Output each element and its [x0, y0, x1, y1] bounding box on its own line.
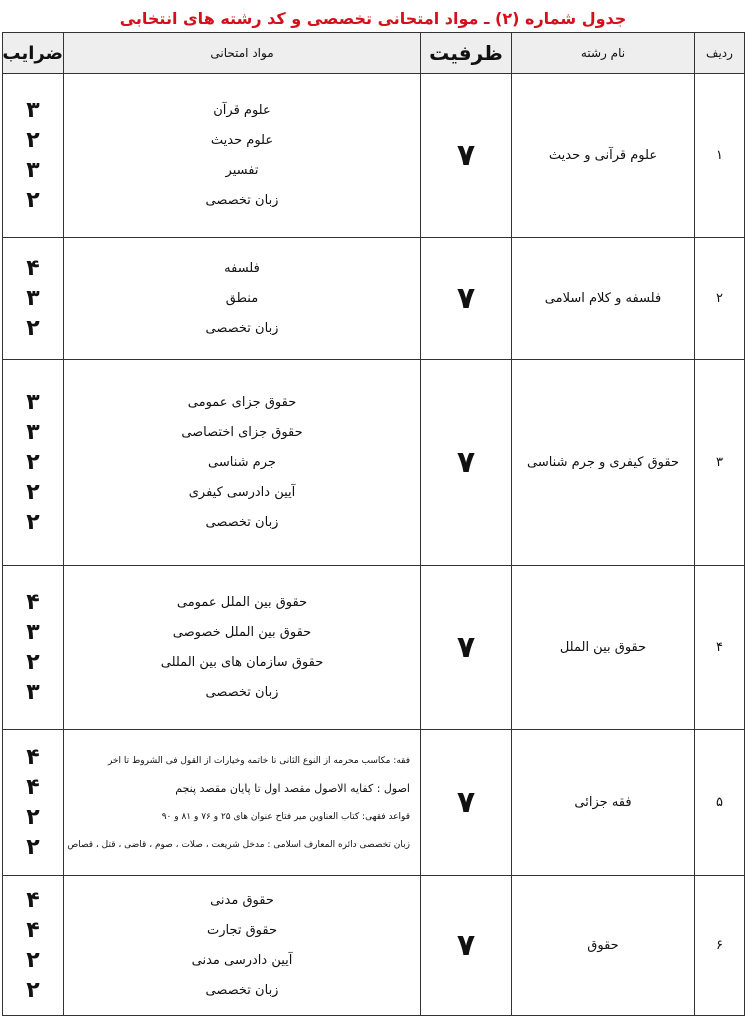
header-capacity: ظرفیت: [421, 33, 512, 74]
coefficient-item: ۳: [26, 157, 40, 183]
header-subjects: مواد امتحانی: [64, 33, 421, 74]
subject-item: تفسیر: [225, 162, 259, 178]
coefficient-item: ۴: [26, 887, 40, 913]
row-number: ۴: [695, 566, 745, 730]
coefficient-item: ۳: [26, 419, 40, 445]
subject-item: آیین دادرسی کیفری: [188, 484, 296, 500]
coefficient-item: ۲: [26, 479, 40, 505]
subject-list: [64, 566, 421, 730]
subject-item: منطق: [225, 290, 259, 306]
coefficient-item: ۳: [26, 389, 40, 415]
coefficient-item: ۲: [26, 509, 40, 535]
capacity-value: ۷: [421, 730, 512, 876]
field-name: فقه جزائی: [512, 730, 695, 876]
coefficient-item: ۳: [26, 97, 40, 123]
subject-item: زبان تخصصی: [205, 514, 279, 530]
table-row: [3, 730, 745, 876]
field-name: حقوق: [512, 876, 695, 1016]
coefficient-list: [3, 566, 64, 730]
table-row: [3, 876, 745, 1016]
table-row: [3, 566, 745, 730]
coefficient-list: [3, 238, 64, 360]
capacity-value: ۷: [421, 74, 512, 238]
subject-item: حقوق تجارت: [206, 922, 278, 938]
table-row: [3, 360, 745, 566]
subject-item: اصول : کفایه الاصول مقصد اول تا پایان مقصد پنجم: [175, 781, 410, 795]
row-number: ۳: [695, 360, 745, 566]
header-radif: ردیف: [695, 33, 745, 74]
capacity-value: ۷: [421, 360, 512, 566]
coefficient-item: ۲: [26, 834, 40, 860]
subject-item: حقوق بین الملل خصوصی: [172, 624, 312, 640]
subject-item: زبان تخصصی: [205, 684, 279, 700]
row-number: ۱: [695, 74, 745, 238]
coefficient-item: ۲: [26, 315, 40, 341]
subject-item: حقوق سازمان های بین المللی: [160, 654, 324, 670]
coefficient-item: ۳: [26, 679, 40, 705]
coefficient-item: ۲: [26, 947, 40, 973]
coefficient-list: [3, 876, 64, 1016]
capacity-value: ۷: [421, 566, 512, 730]
subject-item: حقوق بین الملل عمومی: [176, 594, 308, 610]
subject-item: علوم قرآن: [213, 102, 271, 118]
field-name: حقوق کیفری و جرم شناسی: [512, 360, 695, 566]
coefficient-item: ۴: [26, 255, 40, 281]
subject-item: حقوق مدنی: [210, 892, 274, 908]
capacity-value: ۷: [421, 238, 512, 360]
subject-item: آیین دادرسی مدنی: [191, 952, 293, 968]
coefficient-list: [3, 74, 64, 238]
table-row: [3, 238, 745, 360]
coefficient-item: ۴: [26, 589, 40, 615]
table-row: [3, 74, 745, 238]
subject-list: [64, 360, 421, 566]
subject-item: زبان تخصصی: [205, 320, 279, 336]
subject-list: [64, 876, 421, 1016]
coefficient-item: ۳: [26, 619, 40, 645]
coefficient-list: [3, 730, 64, 876]
field-name: علوم قرآنی و حدیث: [512, 74, 695, 238]
coefficient-item: ۲: [26, 187, 40, 213]
coefficient-item: ۳: [26, 285, 40, 311]
coefficient-list: [3, 360, 64, 566]
subject-item: زبان تخصصی دائره المعارف اسلامی : مدخل شریعت ، صلات ، صوم ، قاضی ، قتل ، قصاص: [67, 839, 410, 850]
header-name: نام رشته: [512, 33, 695, 74]
subject-item: زبان تخصصی: [205, 982, 279, 998]
row-number: ۶: [695, 876, 745, 1016]
capacity-value: ۷: [421, 876, 512, 1016]
page-title: جدول شماره (۲) ـ مواد امتحانی تخصصی و کد رشته های انتخابی: [119, 9, 627, 28]
coefficient-item: ۴: [26, 744, 40, 770]
table-header-row: [3, 33, 745, 74]
subject-item: حقوق جزای عمومی: [187, 394, 297, 410]
coefficient-item: ۲: [26, 804, 40, 830]
subject-item: فلسفه: [224, 260, 260, 276]
subject-item: قواعد فقهی: کتاب العناوین میر فتاح عنوان های ۲۵ و ۷۶ و ۸۱ و ۹۰: [161, 811, 410, 822]
field-name: حقوق بین الملل: [512, 566, 695, 730]
coefficient-item: ۴: [26, 774, 40, 800]
coefficient-item: ۲: [26, 127, 40, 153]
row-number: ۲: [695, 238, 745, 360]
subject-item: جرم شناسی: [208, 454, 276, 470]
exam-subjects-table: [2, 32, 745, 1016]
subject-list: [64, 74, 421, 238]
subject-item: زبان تخصصی: [205, 192, 279, 208]
subject-item: علوم حدیث: [210, 132, 274, 148]
header-coefficients: ضرایب: [3, 33, 64, 74]
coefficient-item: ۴: [26, 917, 40, 943]
coefficient-item: ۲: [26, 649, 40, 675]
coefficient-item: ۲: [26, 449, 40, 475]
field-name: فلسفه و کلام اسلامی: [512, 238, 695, 360]
subject-list: [64, 238, 421, 360]
row-number: ۵: [695, 730, 745, 876]
subject-item: فقه: مکاسب محرمه از النوع الثانی تا خاتمه وخیارات از القول فی الشروط تا اخر: [107, 755, 410, 766]
subject-item: حقوق جزای اختصاصی: [181, 424, 303, 440]
subject-list: [64, 730, 421, 876]
coefficient-item: ۲: [26, 977, 40, 1003]
